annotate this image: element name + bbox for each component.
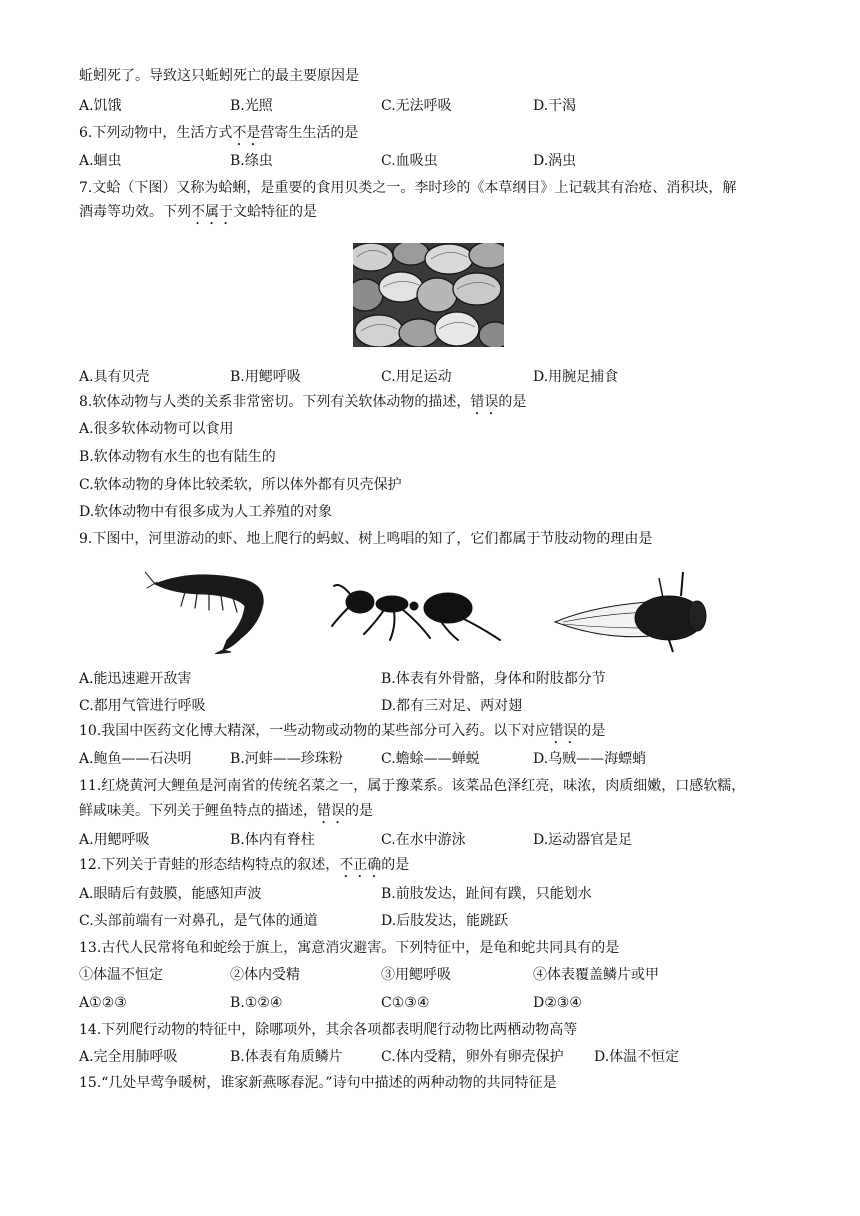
shrimp-image (145, 562, 275, 654)
q6-option-c: C.血吸虫 (381, 153, 438, 169)
q14-option-b: B.体表有角质鳞片 (230, 1049, 343, 1065)
q13-item-3: ③用鳃呼吸 (381, 967, 451, 983)
q13-option-c: C①③④ (381, 995, 430, 1011)
q10-option-a: A.鲍鱼——石决明 (79, 751, 192, 767)
q11-option-b: B.体内有脊柱 (230, 832, 315, 848)
q7-option-d: D.用腕足捕食 (533, 369, 619, 385)
q9-option-c: C.都用气管进行呼吸 (79, 698, 206, 714)
q8-option-d: D.软体动物中有很多成为人工养殖的对象 (79, 504, 333, 520)
q11-stem-line1: 11.红烧黄河大鲤鱼是河南省的传统名菜之一，属于豫菜系。该菜品色泽红亮，味浓，肉质细嫩，口感软糯， (79, 778, 746, 794)
q9-option-d: D.都有三对足、两对翅 (381, 698, 523, 714)
cicada-image (553, 566, 708, 656)
q11-stem-line2: 鲜咸味美。下列关于鲤鱼特点的描述，错误的是 (79, 803, 373, 819)
q10-option-c: C.蟾蜍——蝉蜕 (381, 751, 480, 767)
q6-option-d: D.涡虫 (533, 153, 577, 169)
q5-option-d: D.干渴 (533, 98, 577, 114)
q12-option-c: C.头部前端有一对鼻孔，是气体的通道 (79, 913, 318, 929)
q9-stem: 9.下图中，河里游动的虾、地上爬行的蚂蚁、树上鸣唱的知了，它们都属于节肢动物的理由是 (79, 531, 653, 547)
q12-option-b: B.前肢发达，趾间有蹼，只能划水 (381, 886, 592, 902)
q11-option-c: C.在水中游泳 (381, 832, 466, 848)
q13-item-2: ②体内受精 (230, 967, 300, 983)
q7-stem-line2: 酒毒等功效。下列不属于文蛤特征的是 (79, 204, 317, 220)
q8-option-c: C.软体动物的身体比较柔软，所以体外都有贝壳保护 (79, 477, 402, 493)
q7-stem-line1: 7.文蛤（下图）又称为蛤蜊，是重要的食用贝类之一。李时珍的《本草纲目》上记载其有治疮、消积块，解 (79, 180, 737, 196)
q13-stem: 13.古代人民常将龟和蛇绘于旗上，寓意消灾避害。下列特征中，是龟和蛇共同具有的是 (79, 940, 620, 956)
q7-option-a: A.具有贝壳 (79, 369, 150, 385)
q14-option-a: A.完全用肺呼吸 (79, 1049, 178, 1065)
q11-option-a: A.用鳃呼吸 (79, 832, 150, 848)
q8-stem: 8.软体动物与人类的关系非常密切。下列有关软体动物的描述，错误的是 (79, 394, 527, 410)
q6-option-b: B.绦虫 (230, 153, 273, 169)
q11-option-d: D.运动器官是足 (533, 832, 633, 848)
q8-option-a: A.很多软体动物可以食用 (79, 421, 234, 437)
q12-option-a: A.眼睛后有鼓膜，能感知声波 (79, 886, 262, 902)
q9-option-a: A.能迅速避开敌害 (79, 671, 192, 687)
q13-option-a: A①②③ (79, 995, 127, 1011)
q12-stem: 12.下列关于青蛙的形态结构特点的叙述，不正确的是 (79, 857, 410, 873)
ant-image (330, 578, 502, 644)
q5-option-a: A.饥饿 (79, 98, 122, 114)
q5-option-c: C.无法呼吸 (381, 98, 452, 114)
q7-option-b: B.用鳃呼吸 (230, 369, 301, 385)
q12-option-d: D.后肢发达，能跳跃 (381, 913, 509, 929)
q7-option-c: C.用足运动 (381, 369, 452, 385)
q13-item-4: ④体表覆盖鳞片或甲 (533, 967, 659, 983)
q10-option-d: D.乌贼——海螵蛸 (533, 751, 647, 767)
q13-option-b: B.①②④ (230, 995, 283, 1011)
q5-option-b: B.光照 (230, 98, 273, 114)
q13-option-d: D②③④ (533, 995, 582, 1011)
q5-stem-tail: 蚯蚓死了。导致这只蚯蚓死亡的最主要原因是 (79, 68, 359, 84)
q10-option-b: B.河蚌——珍珠粉 (230, 751, 343, 767)
q9-option-b: B.体表有外骨骼，身体和附肢都分节 (381, 671, 606, 687)
q13-item-1: ①体温不恒定 (79, 967, 163, 983)
q14-option-c: C.体内受精，卵外有卵壳保护 (381, 1049, 564, 1065)
clam-photo (353, 243, 504, 347)
q6-stem: 6.下列动物中，生活方式不是营寄生生活的是 (79, 125, 359, 141)
q14-stem: 14.下列爬行动物的特征中，除哪项外，其余各项都表明爬行动物比两栖动物高等 (79, 1022, 578, 1038)
q15-stem: 15.“几处早莺争暖树，谁家新燕啄春泥。”诗句中描述的两种动物的共同特征是 (79, 1075, 557, 1091)
q8-option-b: B.软体动物有水生的也有陆生的 (79, 449, 276, 465)
q10-stem: 10.我国中医药文化博大精深，一些动物或动物的某些部分可入药。以下对应错误的是 (79, 723, 606, 739)
q14-option-d: D.体温不恒定 (594, 1049, 680, 1065)
q6-option-a: A.蛔虫 (79, 153, 122, 169)
